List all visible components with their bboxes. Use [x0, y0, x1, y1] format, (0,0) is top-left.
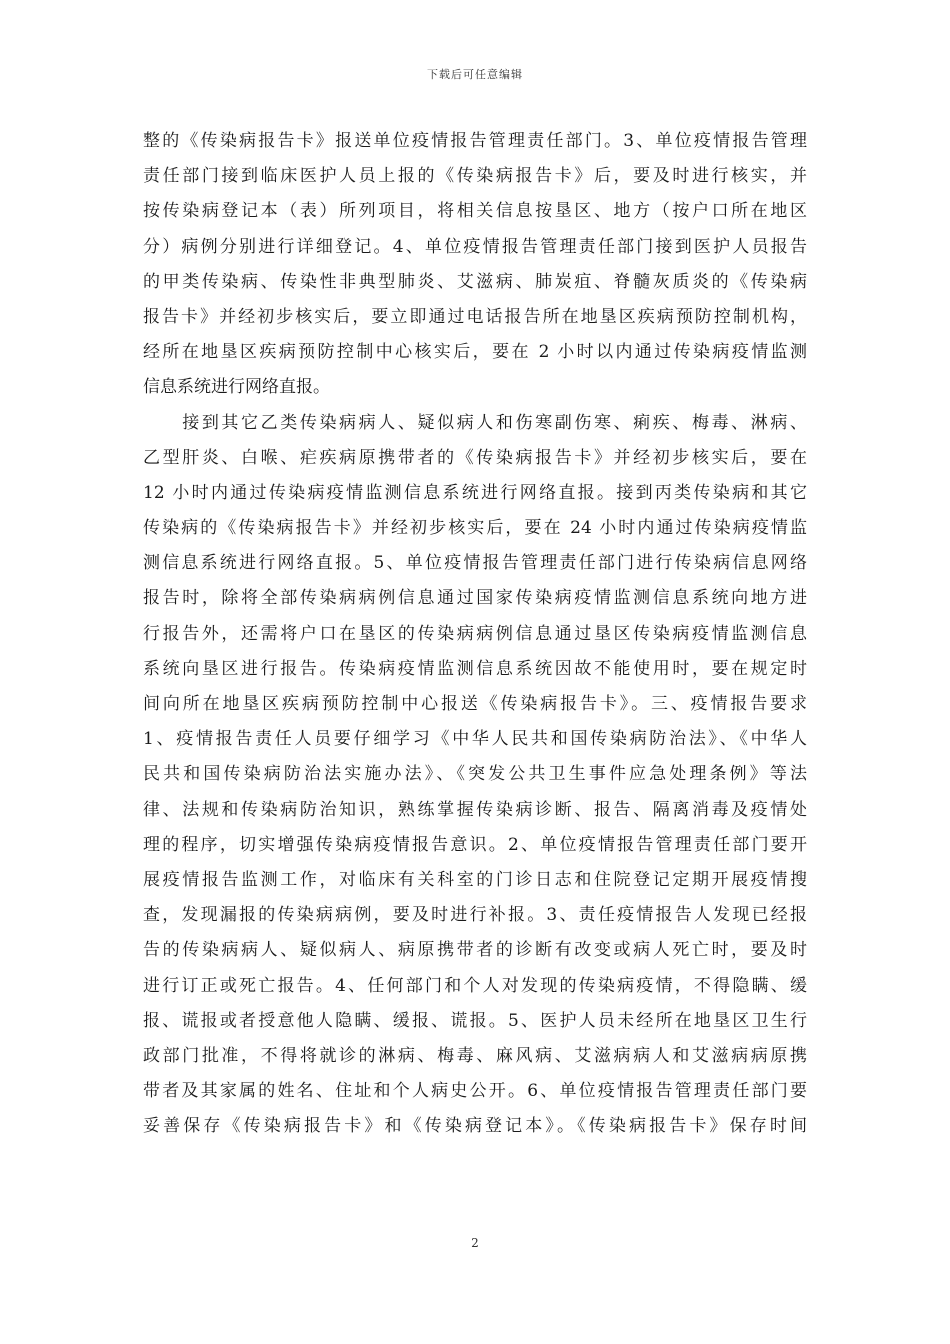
text-line-paragraph-end: 信息系统进行网络直报。 [143, 377, 330, 398]
document-body [143, 124, 807, 1144]
text-line: 妥善保存《传染病报告卡》和《传染病登记本》。《传染病报告卡》保存时间 [143, 1116, 807, 1137]
text-line: 报告时，除将全部传染病病例信息通过国家传染病疫情监测信息系统向地方进 [143, 588, 807, 609]
text-line-paragraph-start: 接到其它乙类传染病病人、疑似病人和伤寒副伤寒、痢疾、梅毒、淋病、 [143, 412, 807, 433]
text-line: 理的程序，切实增强传染病疫情报告意识。2、单位疫情报告管理责任部门要开 [143, 834, 807, 855]
text-line: 带者及其家属的姓名、住址和个人病史公开。6、单位疫情报告管理责任部门要 [143, 1081, 807, 1102]
text-line: 报、谎报或者授意他人隐瞒、缓报、谎报。5、医护人员未经所在地垦区卫生行 [143, 1010, 807, 1031]
text-line: 进行订正或死亡报告。4、任何部门和个人对发现的传染病疫情，不得隐瞒、缓 [143, 975, 807, 996]
text-line: 行报告外，还需将户口在垦区的传染病病例信息通过垦区传染病疫情监测信息 [143, 623, 807, 644]
text-line: 责任部门接到临床医护人员上报的《传染病报告卡》后，要及时进行核实，并 [143, 166, 807, 187]
text-line: 系统向垦区进行报告。传染病疫情监测信息系统因故不能使用时，要在规定时 [143, 658, 807, 679]
text-line: 经所在地垦区疾病预防控制中心核实后，要在 2 小时以内通过传染病疫情监测 [143, 342, 807, 363]
text-line: 1、疫情报告责任人员要仔细学习《中华人民共和国传染病防治法》、《中华人 [143, 729, 807, 750]
text-line: 测信息系统进行网络直报。5、单位疫情报告管理责任部门进行传染病信息网络 [143, 553, 807, 574]
text-line: 展疫情报告监测工作，对临床有关科室的门诊日志和住院登记定期开展疫情搜 [143, 869, 807, 890]
text-line: 间向所在地垦区疾病预防控制中心报送《传染病报告卡》。三、疫情报告要求 [143, 694, 807, 714]
page-header-note: 下载后可任意编辑 [427, 68, 523, 81]
text-line: 民共和国传染病防治法实施办法》、《突发公共卫生事件应急处理条例》等法 [143, 764, 807, 785]
text-line: 报告卡》并经初步核实后，要立即通过电话报告所在地垦区疾病预防控制机构， [143, 306, 807, 327]
text-line: 查，发现漏报的传染病病例，要及时进行补报。3、责任疫情报告人发现已经报 [143, 905, 807, 926]
text-line: 整的《传染病报告卡》报送单位疫情报告管理责任部门。3、单位疫情报告管理 [143, 131, 807, 151]
text-line: 按传染病登记本（表）所列项目，将相关信息按垦区、地方（按户口所在地区 [143, 201, 807, 222]
text-line: 乙型肝炎、白喉、疟疾病原携带者的《传染病报告卡》并经初步核实后，要在 [143, 447, 807, 468]
page-number: 2 [471, 1236, 479, 1250]
text-line: 政部门批准，不得将就诊的淋病、梅毒、麻风病、艾滋病病人和艾滋病病原携 [143, 1045, 807, 1066]
text-line: 律、法规和传染病防治知识，熟练掌握传染病诊断、报告、隔离消毒及疫情处 [143, 799, 807, 820]
text-line: 分）病例分别进行详细登记。4、单位疫情报告管理责任部门接到医护人员报告 [143, 236, 807, 257]
text-line: 12 小时内通过传染病疫情监测信息系统进行网络直报。接到丙类传染病和其它 [143, 482, 807, 503]
text-line: 告的传染病病人、疑似病人、病原携带者的诊断有改变或病人死亡时，要及时 [143, 940, 807, 961]
text-line: 传染病的《传染病报告卡》并经初步核实后，要在 24 小时内通过传染病疫情监 [143, 518, 807, 539]
text-line: 的甲类传染病、传染性非典型肺炎、艾滋病、肺炭疽、脊髓灰质炎的《传染病 [143, 271, 807, 292]
